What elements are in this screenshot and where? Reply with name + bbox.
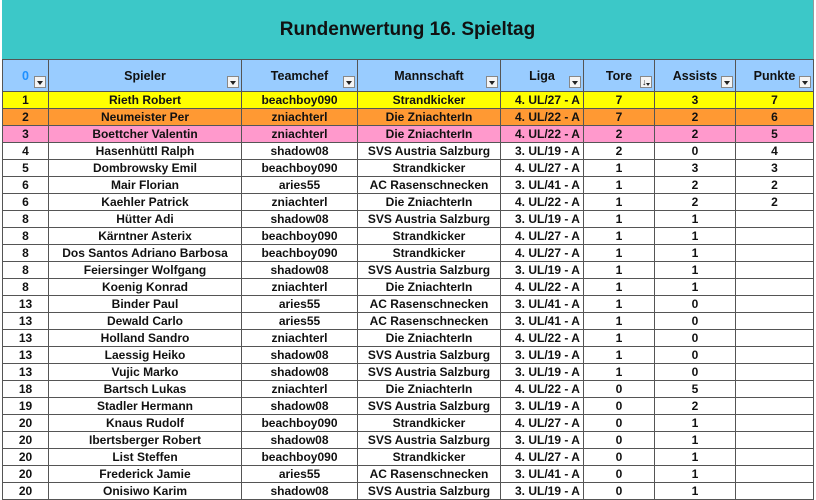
- spieler-cell[interactable]: Onisiwo Karim: [49, 483, 242, 500]
- rank-cell[interactable]: 8: [3, 245, 49, 262]
- spieler-cell[interactable]: Kaehler Patrick: [49, 194, 242, 211]
- column-header-teamchef[interactable]: Teamchef: [242, 60, 358, 92]
- spieler-cell[interactable]: Dewald Carlo: [49, 313, 242, 330]
- sort-descending-icon[interactable]: [640, 76, 652, 88]
- table-row: [3, 347, 814, 364]
- tore-cell[interactable]: 7: [584, 109, 655, 126]
- tore-cell[interactable]: 0: [584, 415, 655, 432]
- table-row: [3, 160, 814, 177]
- assists-cell[interactable]: 1: [655, 466, 736, 483]
- rank-cell[interactable]: 20: [3, 466, 49, 483]
- rank-cell[interactable]: 20: [3, 483, 49, 500]
- mannschaft-cell[interactable]: SVS Austria Salzburg: [358, 211, 501, 228]
- liga-cell[interactable]: 3. UL/41 - A: [501, 466, 584, 483]
- mannschaft-cell[interactable]: SVS Austria Salzburg: [358, 347, 501, 364]
- mannschaft-cell[interactable]: AC Rasenschnecken: [358, 313, 501, 330]
- assists-cell[interactable]: 2: [655, 126, 736, 143]
- assists-cell[interactable]: 0: [655, 313, 736, 330]
- assists-cell[interactable]: 2: [655, 109, 736, 126]
- assists-cell[interactable]: 1: [655, 432, 736, 449]
- punkte-cell[interactable]: [736, 313, 814, 330]
- teamchef-cell[interactable]: shadow08: [242, 483, 358, 500]
- table-row: [3, 381, 814, 398]
- liga-cell[interactable]: 4. UL/22 - A: [501, 381, 584, 398]
- rank-cell[interactable]: 19: [3, 398, 49, 415]
- mannschaft-cell[interactable]: SVS Austria Salzburg: [358, 143, 501, 160]
- assists-cell[interactable]: 0: [655, 330, 736, 347]
- teamchef-cell[interactable]: shadow08: [242, 432, 358, 449]
- punkte-cell[interactable]: 5: [736, 126, 814, 143]
- teamchef-cell[interactable]: aries55: [242, 313, 358, 330]
- mannschaft-cell[interactable]: SVS Austria Salzburg: [358, 483, 501, 500]
- liga-cell[interactable]: 4. UL/22 - A: [501, 279, 584, 296]
- filter-dropdown-icon[interactable]: [486, 76, 498, 88]
- column-header-tore[interactable]: Tore ↓: [584, 60, 655, 92]
- liga-cell[interactable]: 3. UL/19 - A: [501, 432, 584, 449]
- rank-cell[interactable]: 6: [3, 194, 49, 211]
- liga-cell[interactable]: 4. UL/27 - A: [501, 160, 584, 177]
- spieler-cell[interactable]: Knaus Rudolf: [49, 415, 242, 432]
- punkte-cell[interactable]: [736, 381, 814, 398]
- rank-cell[interactable]: 5: [3, 160, 49, 177]
- liga-cell[interactable]: 3. UL/19 - A: [501, 364, 584, 381]
- tore-cell[interactable]: 1: [584, 262, 655, 279]
- mannschaft-cell[interactable]: AC Rasenschnecken: [358, 177, 501, 194]
- liga-cell[interactable]: 4. UL/27 - A: [501, 228, 584, 245]
- spieler-cell[interactable]: Hütter Adi: [49, 211, 242, 228]
- mannschaft-cell[interactable]: SVS Austria Salzburg: [358, 262, 501, 279]
- spieler-cell[interactable]: Mair Florian: [49, 177, 242, 194]
- rank-cell[interactable]: 18: [3, 381, 49, 398]
- rank-cell[interactable]: 13: [3, 364, 49, 381]
- spieler-cell[interactable]: Ibertsberger Robert: [49, 432, 242, 449]
- liga-cell[interactable]: 4. UL/27 - A: [501, 245, 584, 262]
- spieler-cell[interactable]: Feiersinger Wolfgang: [49, 262, 242, 279]
- filter-dropdown-icon[interactable]: [799, 76, 811, 88]
- teamchef-cell[interactable]: beachboy090: [242, 415, 358, 432]
- punkte-cell[interactable]: [736, 279, 814, 296]
- assists-cell[interactable]: 1: [655, 211, 736, 228]
- assists-cell[interactable]: 1: [655, 262, 736, 279]
- tore-cell[interactable]: 1: [584, 160, 655, 177]
- mannschaft-cell[interactable]: Die ZniachterIn: [358, 109, 501, 126]
- title-bar: [2, 0, 814, 59]
- liga-cell[interactable]: 4. UL/22 - A: [501, 194, 584, 211]
- assists-cell[interactable]: 1: [655, 279, 736, 296]
- tore-cell[interactable]: 1: [584, 177, 655, 194]
- liga-cell[interactable]: 3. UL/41 - A: [501, 177, 584, 194]
- rank-cell[interactable]: 20: [3, 449, 49, 466]
- tore-cell[interactable]: 2: [584, 143, 655, 160]
- filter-dropdown-icon[interactable]: [343, 76, 355, 88]
- assists-cell[interactable]: 1: [655, 483, 736, 500]
- tore-cell[interactable]: 1: [584, 211, 655, 228]
- mannschaft-cell[interactable]: Die ZniachterIn: [358, 126, 501, 143]
- column-header-liga[interactable]: Liga: [501, 60, 584, 92]
- punkte-cell[interactable]: [736, 211, 814, 228]
- spieler-cell[interactable]: Neumeister Per: [49, 109, 242, 126]
- teamchef-cell[interactable]: shadow08: [242, 398, 358, 415]
- punkte-cell[interactable]: [736, 228, 814, 245]
- mannschaft-cell[interactable]: Strandkicker: [358, 228, 501, 245]
- filter-dropdown-icon[interactable]: [227, 76, 239, 88]
- punkte-cell[interactable]: [736, 449, 814, 466]
- tore-cell[interactable]: 1: [584, 279, 655, 296]
- tore-cell[interactable]: 1: [584, 296, 655, 313]
- teamchef-cell[interactable]: zniachterl: [242, 109, 358, 126]
- assists-cell[interactable]: 2: [655, 177, 736, 194]
- spieler-cell[interactable]: List Steffen: [49, 449, 242, 466]
- tore-cell[interactable]: 0: [584, 483, 655, 500]
- teamchef-cell[interactable]: zniachterl: [242, 126, 358, 143]
- rank-cell[interactable]: 2: [3, 109, 49, 126]
- column-header-mannschaft[interactable]: Mannschaft: [358, 60, 501, 92]
- teamchef-cell[interactable]: beachboy090: [242, 449, 358, 466]
- rank-cell[interactable]: 13: [3, 347, 49, 364]
- punkte-cell[interactable]: [736, 296, 814, 313]
- punkte-cell[interactable]: [736, 347, 814, 364]
- liga-cell[interactable]: 3. UL/19 - A: [501, 347, 584, 364]
- tore-cell[interactable]: 1: [584, 194, 655, 211]
- table-row: [3, 211, 814, 228]
- column-header-assists[interactable]: Assists: [655, 60, 736, 92]
- table-row: [3, 262, 814, 279]
- spieler-cell[interactable]: Bartsch Lukas: [49, 381, 242, 398]
- assists-cell[interactable]: 3: [655, 92, 736, 109]
- teamchef-cell[interactable]: beachboy090: [242, 92, 358, 109]
- rank-cell[interactable]: 6: [3, 177, 49, 194]
- punkte-cell[interactable]: 2: [736, 194, 814, 211]
- rank-cell[interactable]: 13: [3, 313, 49, 330]
- tore-cell[interactable]: 0: [584, 381, 655, 398]
- punkte-cell[interactable]: 6: [736, 109, 814, 126]
- punkte-cell[interactable]: [736, 330, 814, 347]
- spieler-cell[interactable]: Dombrowsky Emil: [49, 160, 242, 177]
- assists-cell[interactable]: 1: [655, 449, 736, 466]
- punkte-cell[interactable]: [736, 466, 814, 483]
- liga-cell[interactable]: 4. UL/22 - A: [501, 330, 584, 347]
- table-row: [3, 432, 814, 449]
- punkte-cell[interactable]: [736, 245, 814, 262]
- mannschaft-cell[interactable]: Strandkicker: [358, 160, 501, 177]
- tore-cell[interactable]: 1: [584, 228, 655, 245]
- filter-dropdown-icon[interactable]: [569, 76, 581, 88]
- table-row: [3, 415, 814, 432]
- spieler-cell[interactable]: Boettcher Valentin: [49, 126, 242, 143]
- table-row: [3, 177, 814, 194]
- rank-cell[interactable]: 13: [3, 296, 49, 313]
- table-row: [3, 466, 814, 483]
- teamchef-cell[interactable]: shadow08: [242, 262, 358, 279]
- page-title: Rundenwertung 16. Spieltag: [279, 18, 536, 40]
- teamchef-cell[interactable]: zniachterl: [242, 194, 358, 211]
- liga-cell[interactable]: 3. UL/19 - A: [501, 211, 584, 228]
- table-body: [3, 92, 814, 500]
- filter-dropdown-icon[interactable]: [721, 76, 733, 88]
- table-row: [3, 398, 814, 415]
- liga-cell[interactable]: 3. UL/19 - A: [501, 262, 584, 279]
- teamchef-cell[interactable]: beachboy090: [242, 245, 358, 262]
- punkte-cell[interactable]: [736, 398, 814, 415]
- tore-cell[interactable]: 2: [584, 126, 655, 143]
- spieler-cell[interactable]: Rieth Robert: [49, 92, 242, 109]
- tore-cell[interactable]: 1: [584, 313, 655, 330]
- rank-cell[interactable]: 8: [3, 228, 49, 245]
- mannschaft-cell[interactable]: Die ZniachterIn: [358, 279, 501, 296]
- spieler-cell[interactable]: Holland Sandro: [49, 330, 242, 347]
- table-row: [3, 313, 814, 330]
- table-row: [3, 92, 814, 109]
- mannschaft-cell[interactable]: Strandkicker: [358, 415, 501, 432]
- mannschaft-cell[interactable]: Die ZniachterIn: [358, 194, 501, 211]
- table-row: [3, 330, 814, 347]
- punkte-cell[interactable]: 3: [736, 160, 814, 177]
- mannschaft-cell[interactable]: SVS Austria Salzburg: [358, 398, 501, 415]
- teamchef-cell[interactable]: shadow08: [242, 364, 358, 381]
- teamchef-cell[interactable]: zniachterl: [242, 279, 358, 296]
- mannschaft-cell[interactable]: Die ZniachterIn: [358, 381, 501, 398]
- punkte-cell[interactable]: [736, 432, 814, 449]
- punkte-cell[interactable]: 7: [736, 92, 814, 109]
- assists-cell[interactable]: 5: [655, 381, 736, 398]
- mannschaft-cell[interactable]: AC Rasenschnecken: [358, 296, 501, 313]
- table-row: [3, 143, 814, 160]
- spieler-cell[interactable]: Laessig Heiko: [49, 347, 242, 364]
- punkte-cell[interactable]: [736, 262, 814, 279]
- rank-cell[interactable]: 20: [3, 432, 49, 449]
- tore-cell[interactable]: 0: [584, 466, 655, 483]
- teamchef-cell[interactable]: aries55: [242, 296, 358, 313]
- rank-cell[interactable]: 8: [3, 262, 49, 279]
- teamchef-cell[interactable]: zniachterl: [242, 330, 358, 347]
- mannschaft-cell[interactable]: Strandkicker: [358, 92, 501, 109]
- table-row: [3, 109, 814, 126]
- ranking-table: [2, 59, 814, 500]
- rank-cell[interactable]: 1: [3, 92, 49, 109]
- tore-cell[interactable]: 1: [584, 347, 655, 364]
- liga-cell[interactable]: 4. UL/27 - A: [501, 449, 584, 466]
- liga-cell[interactable]: 3. UL/41 - A: [501, 296, 584, 313]
- mannschaft-cell[interactable]: Strandkicker: [358, 449, 501, 466]
- teamchef-cell[interactable]: shadow08: [242, 143, 358, 160]
- assists-cell[interactable]: 1: [655, 245, 736, 262]
- assists-cell[interactable]: 1: [655, 415, 736, 432]
- assists-cell[interactable]: 0: [655, 364, 736, 381]
- liga-cell[interactable]: 4. UL/27 - A: [501, 92, 584, 109]
- assists-cell[interactable]: 0: [655, 296, 736, 313]
- column-header-punkte[interactable]: Punkte: [736, 60, 814, 92]
- spieler-cell[interactable]: Frederick Jamie: [49, 466, 242, 483]
- rank-cell[interactable]: 8: [3, 211, 49, 228]
- liga-cell[interactable]: 3. UL/19 - A: [501, 143, 584, 160]
- teamchef-cell[interactable]: beachboy090: [242, 228, 358, 245]
- liga-cell[interactable]: 4. UL/22 - A: [501, 126, 584, 143]
- column-header-rank[interactable]: 0: [3, 60, 49, 92]
- teamchef-cell[interactable]: aries55: [242, 466, 358, 483]
- punkte-cell[interactable]: 4: [736, 143, 814, 160]
- rank-cell[interactable]: 4: [3, 143, 49, 160]
- mannschaft-cell[interactable]: Strandkicker: [358, 245, 501, 262]
- teamchef-cell[interactable]: zniachterl: [242, 381, 358, 398]
- spieler-cell[interactable]: Kärntner Asterix: [49, 228, 242, 245]
- liga-cell[interactable]: 3. UL/19 - A: [501, 398, 584, 415]
- tore-cell[interactable]: 0: [584, 398, 655, 415]
- assists-cell[interactable]: 2: [655, 194, 736, 211]
- table-row: [3, 449, 814, 466]
- assists-cell[interactable]: 0: [655, 347, 736, 364]
- table-row: [3, 126, 814, 143]
- tore-cell[interactable]: 1: [584, 245, 655, 262]
- liga-cell[interactable]: 3. UL/19 - A: [501, 483, 584, 500]
- teamchef-cell[interactable]: shadow08: [242, 347, 358, 364]
- table-row: [3, 194, 814, 211]
- table-row: [3, 364, 814, 381]
- punkte-cell[interactable]: [736, 364, 814, 381]
- teamchef-cell[interactable]: shadow08: [242, 211, 358, 228]
- table-row: [3, 279, 814, 296]
- spieler-cell[interactable]: Binder Paul: [49, 296, 242, 313]
- rank-cell[interactable]: 3: [3, 126, 49, 143]
- mannschaft-cell[interactable]: AC Rasenschnecken: [358, 466, 501, 483]
- liga-cell[interactable]: 3. UL/41 - A: [501, 313, 584, 330]
- teamchef-cell[interactable]: aries55: [242, 177, 358, 194]
- table-row: [3, 245, 814, 262]
- teamchef-cell[interactable]: beachboy090: [242, 160, 358, 177]
- mannschaft-cell[interactable]: SVS Austria Salzburg: [358, 432, 501, 449]
- table-row: [3, 228, 814, 245]
- punkte-cell[interactable]: [736, 415, 814, 432]
- rank-cell[interactable]: 8: [3, 279, 49, 296]
- table-row: [3, 296, 814, 313]
- assists-cell[interactable]: 1: [655, 228, 736, 245]
- mannschaft-cell[interactable]: SVS Austria Salzburg: [358, 364, 501, 381]
- spieler-cell[interactable]: Dos Santos Adriano Barbosa: [49, 245, 242, 262]
- mannschaft-cell[interactable]: Die ZniachterIn: [358, 330, 501, 347]
- column-header-spieler[interactable]: Spieler: [49, 60, 242, 92]
- rank-cell[interactable]: 20: [3, 415, 49, 432]
- spieler-cell[interactable]: Koenig Konrad: [49, 279, 242, 296]
- spieler-cell[interactable]: Vujic Marko: [49, 364, 242, 381]
- tore-cell[interactable]: 1: [584, 364, 655, 381]
- tore-cell[interactable]: 7: [584, 92, 655, 109]
- filter-dropdown-icon[interactable]: [34, 76, 46, 88]
- rank-cell[interactable]: 13: [3, 330, 49, 347]
- tore-cell[interactable]: 1: [584, 330, 655, 347]
- assists-cell[interactable]: 3: [655, 160, 736, 177]
- liga-cell[interactable]: 4. UL/27 - A: [501, 415, 584, 432]
- punkte-cell[interactable]: 2: [736, 177, 814, 194]
- spieler-cell[interactable]: Hasenhüttl Ralph: [49, 143, 242, 160]
- tore-cell[interactable]: 0: [584, 449, 655, 466]
- spieler-cell[interactable]: Stadler Hermann: [49, 398, 242, 415]
- assists-cell[interactable]: 0: [655, 143, 736, 160]
- tore-cell[interactable]: 0: [584, 432, 655, 449]
- assists-cell[interactable]: 2: [655, 398, 736, 415]
- liga-cell[interactable]: 4. UL/22 - A: [501, 109, 584, 126]
- header-row: [3, 60, 814, 92]
